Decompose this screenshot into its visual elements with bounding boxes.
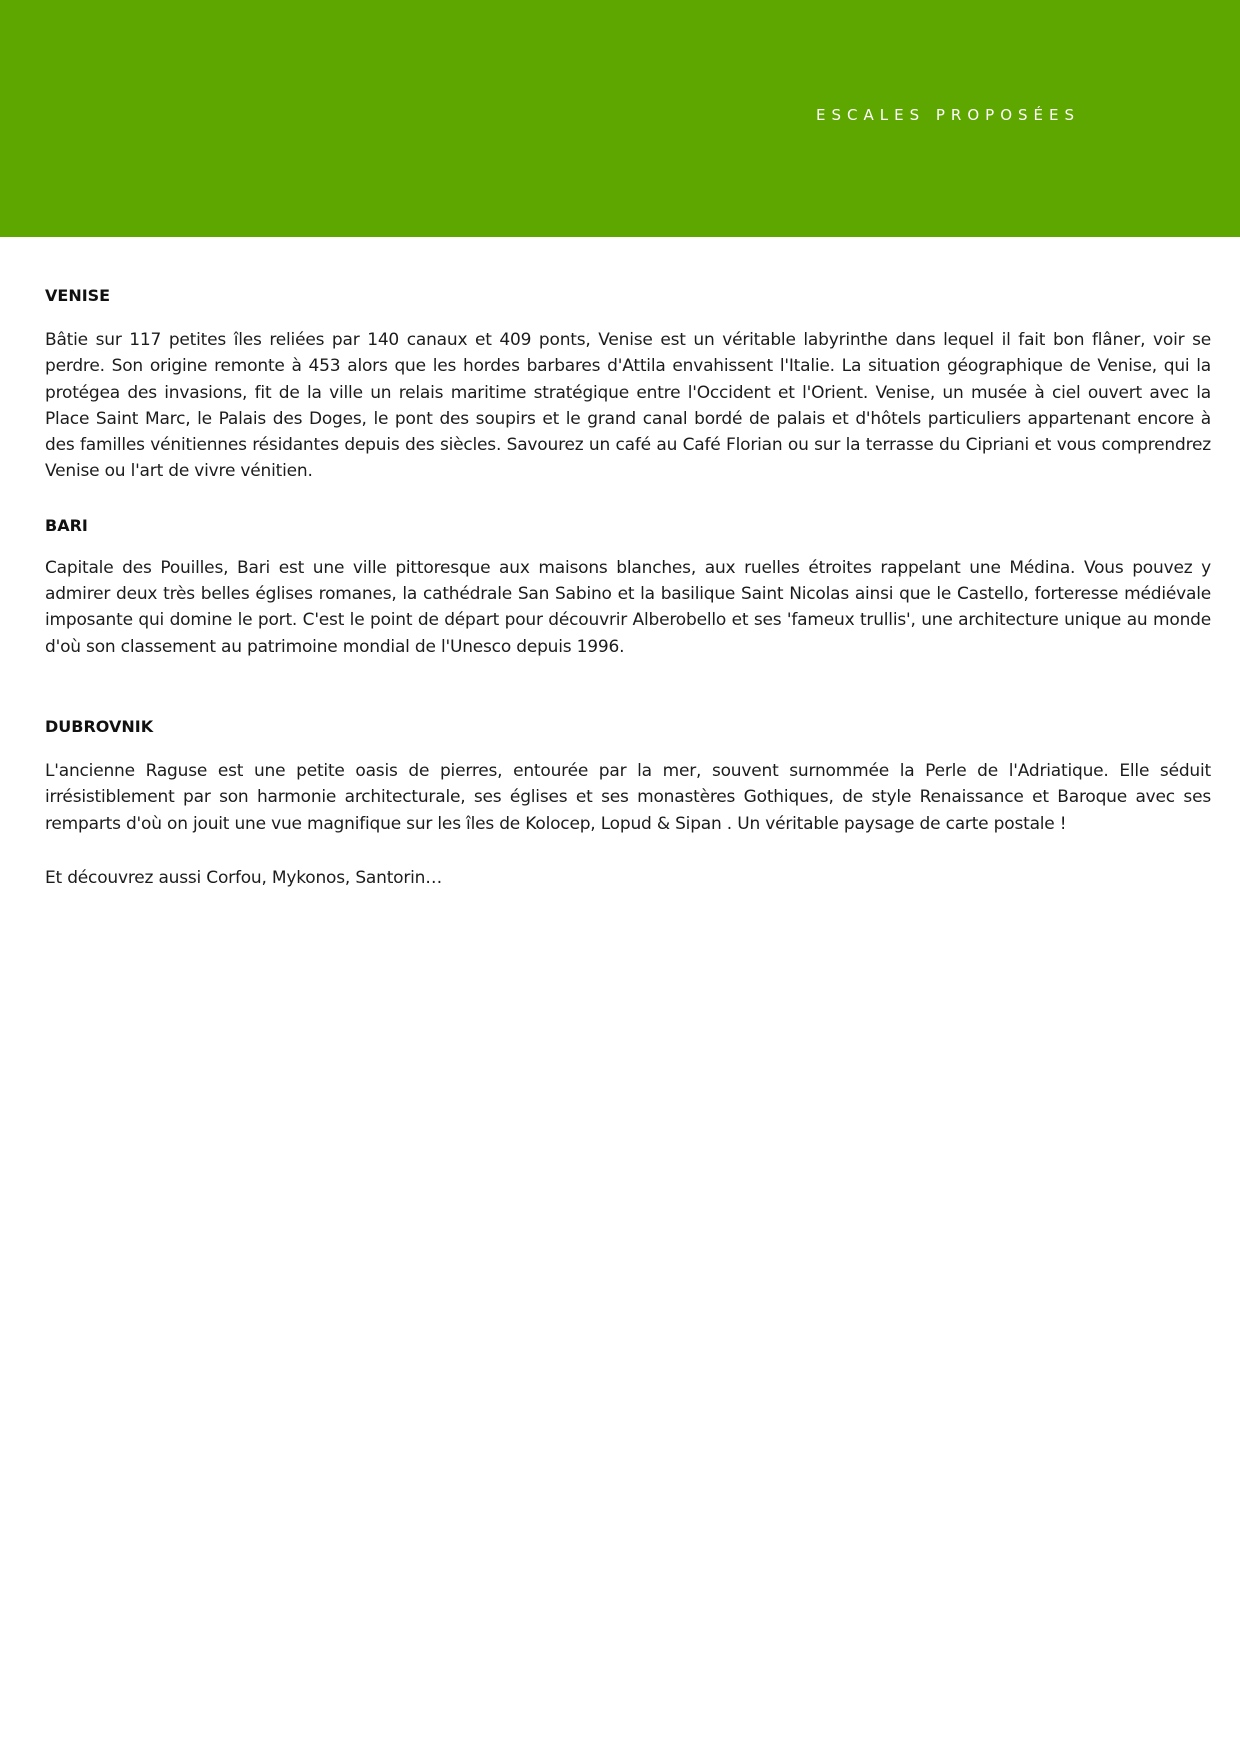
section-text-venise: Bâtie sur 117 petites îles reliées par 140 canaux et 409 ponts, Venise est un véritable labyrinthe dans lequel il fait bon flâner, voir se perdre. Son origine remonte à 453 alors que les hordes barbares d'Attila envahissent l'Italie. La situation géographique de Venise, qui la protégea des invasions, fit de la ville un relais maritime stratégique entre l'Occident et l'Orient. Venise, un musée à ciel ouvert avec la Place Saint Marc, le Palais des Doges, le pont des soupirs et le grand canal bordé de palais et d'hôtels particuliers appartenant encore à des familles vénitiennes résidantes depuis des siècles. Savourez un café au Café Florian ou sur la terrasse du Cipriani et vous comprendrez Venise ou l'art de vivre vénitien. xyxy=(45,330,1211,482)
document-body xyxy=(45,283,1211,891)
header-band xyxy=(0,0,1240,237)
page-title: ESCALES PROPOSÉES xyxy=(816,106,1080,124)
section-title-dubrovnik: DUBROVNIK xyxy=(45,716,154,736)
closing-line: Et découvrez aussi Corfou, Mykonos, Santorin… xyxy=(45,867,443,888)
section-title-bari: BARI xyxy=(45,515,88,535)
section-title-venise: VENISE xyxy=(45,286,111,305)
section-text-dubrovnik: L'ancienne Raguse est une petite oasis de pierres, entourée par la mer, souvent surnommée la Perle de l'Adriatique. Elle séduit irrésistiblement par son harmonie architecturale, ses églises et ses monastères Gothiques, de style Renaissance et Baroque avec ses remparts d'où on jouit une vue magnifique sur les îles de Kolocep, Lopud & Sipan . Un véritable paysage de carte postale ! xyxy=(45,760,1211,834)
section-text-bari: Capitale des Pouilles, Bari est une ville pittoresque aux maisons blanches, aux ruelles étroites rappelant une Médina. Vous pouvez y admirer deux très belles églises romanes, la cathédrale San Sabino et la basilique Saint Nicolas ainsi que le Castello, forteresse médiévale imposante qui domine le port. C'est le point de départ pour découvrir Alberobello et ses 'fameux trullis', une architecture unique au monde d'où son classement au patrimoine mondial de l'Unesco depuis 1996. xyxy=(45,557,1211,657)
